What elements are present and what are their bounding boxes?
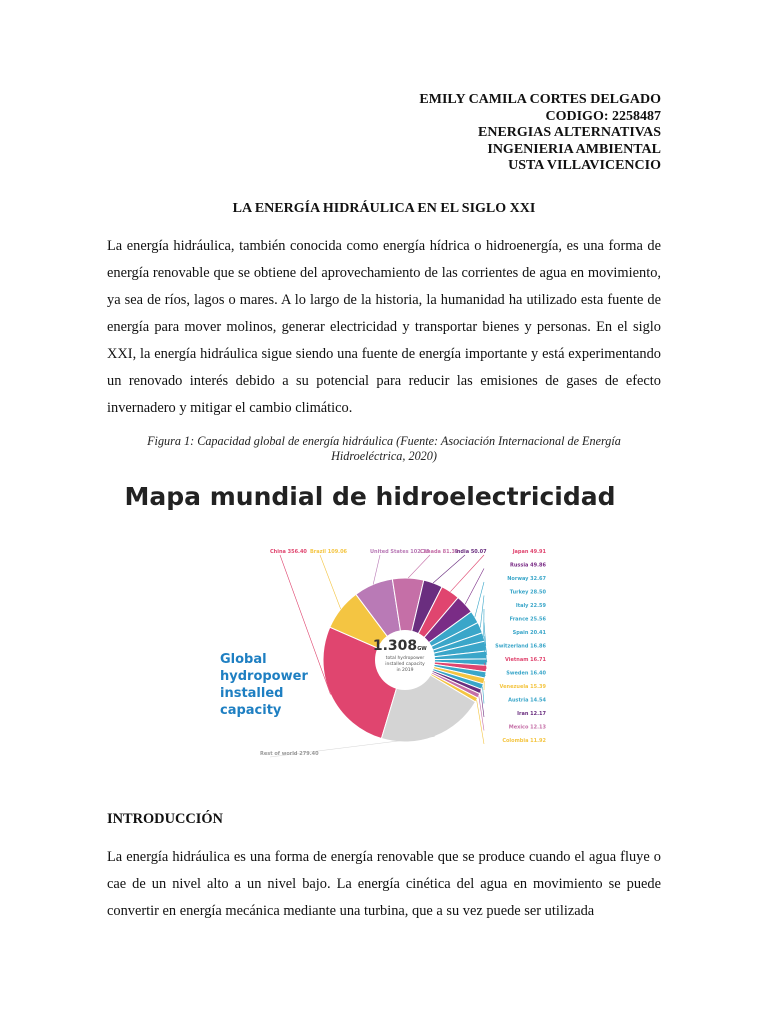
- pie-slice-label: Colombia 11.92: [502, 738, 546, 744]
- side-label-line: capacity: [220, 703, 282, 718]
- pie-slice-label: Turkey 28.50: [509, 589, 546, 596]
- document-title: LA ENERGÍA HIDRÁULICA EN EL SIGLO XXI: [232, 201, 536, 216]
- pie-slice-label: Switzerland 16.86: [495, 643, 546, 650]
- center-caption-line: in 2019: [396, 668, 414, 673]
- pie-slice-label: Rest of world 279.40: [260, 751, 319, 757]
- pie-slice-label: Spain 20.41: [512, 630, 546, 636]
- figure-caption: Figura 1: Capacidad global de energía hidráulica (Fuente: Asociación Internacional de Energía Hidroeléctrica, 2020): [147, 434, 621, 463]
- pie-slice-label: Brazil 109.06: [310, 549, 348, 555]
- pie-slice-label: Venezuela 15.39: [499, 684, 546, 690]
- pie-slice-label: Austria 14.54: [508, 697, 546, 704]
- pie-leader-line: [408, 555, 430, 578]
- pie-leader-line: [480, 596, 484, 628]
- pie-slice-label: France 25.56: [509, 616, 546, 623]
- header-line: INGENIERIA AMBIENTAL: [487, 141, 661, 157]
- pie-slice-label: Iran 12.17: [517, 711, 546, 717]
- hydropower-figure: [124, 475, 616, 765]
- pie-slice-label: India 50.07: [455, 549, 487, 555]
- header-line: CODIGO: 2258487: [545, 108, 661, 124]
- header-line: EMILY CAMILA CORTES DELGADO: [419, 92, 661, 107]
- center-caption-line: total hydropower: [385, 656, 425, 661]
- pie-leader-line: [433, 555, 465, 583]
- pie-slice-label: Russia 49.86: [509, 562, 546, 569]
- pie-leader-line: [373, 555, 380, 584]
- author-header: [419, 92, 661, 175]
- pie-leader-line: [450, 555, 484, 592]
- pie-slice-label: Sweden 16.40: [506, 670, 546, 677]
- side-label-line: Global: [220, 652, 267, 667]
- pie-slice-label: United States 102.75: [370, 549, 430, 555]
- pie-leader-line: [465, 569, 484, 605]
- pie-slice-label: Norway 32.67: [507, 576, 546, 582]
- header-line: ENERGIAS ALTERNATIVAS: [478, 125, 661, 140]
- center-unit: GW: [417, 646, 427, 652]
- pie-slice-label: China 356.40: [270, 549, 307, 555]
- introduction-paragraph: La energía hidráulica es una forma de energía renovable que se produce cuando el agua fluye o cae de un nivel alto a un nivel bajo. La energía cinética del agua en movimiento se puede convertir en energía mecánica mediante una turbina, que a su vez puede ser utilizada: [107, 849, 661, 919]
- center-value: 1.308: [372, 638, 418, 654]
- header-line: USTA VILLAVICENCIO: [508, 158, 661, 173]
- section-heading: INTRODUCCIÓN: [107, 811, 223, 827]
- side-label-line: hydropower: [220, 669, 308, 684]
- pie-leader-line: [475, 582, 484, 617]
- pie-slice-label: Japan 49.91: [512, 549, 546, 555]
- pie-slice-label: Vietnam 16.71: [505, 657, 546, 663]
- figure-image-title: Mapa mundial de hidroelectricidad: [124, 482, 616, 511]
- side-label-line: installed: [220, 686, 284, 701]
- pie-slice-label: Italy 22.59: [515, 603, 546, 609]
- pie-slice-label: Mexico 12.13: [508, 724, 546, 731]
- pie-slice-label: Canada 81.39: [420, 549, 459, 555]
- center-caption-line: installed capacity: [385, 662, 425, 667]
- intro-paragraph: La energía hidráulica, también conocida como energía hídrica o hidroenergía, es una forma de energía renovable que se obtiene del aprovechamiento de las corrientes de agua en movimiento, ya sea de ríos, lagos o mares. A lo largo de la historia, la humanidad ha utilizado esta fuente de energía para mover molinos, generar electricidad y transportar bienes y personas. En el siglo XXI, la energía hidráulica sigue siendo una fuente de energía importante y está experimentando un renovado interés debido a su potencial para reducir las emisiones de gases de efecto invernadero y mitigar el cambio climático.: [107, 238, 661, 416]
- hydropower-pie-chart: [124, 475, 616, 765]
- pie-leader-line: [320, 555, 341, 609]
